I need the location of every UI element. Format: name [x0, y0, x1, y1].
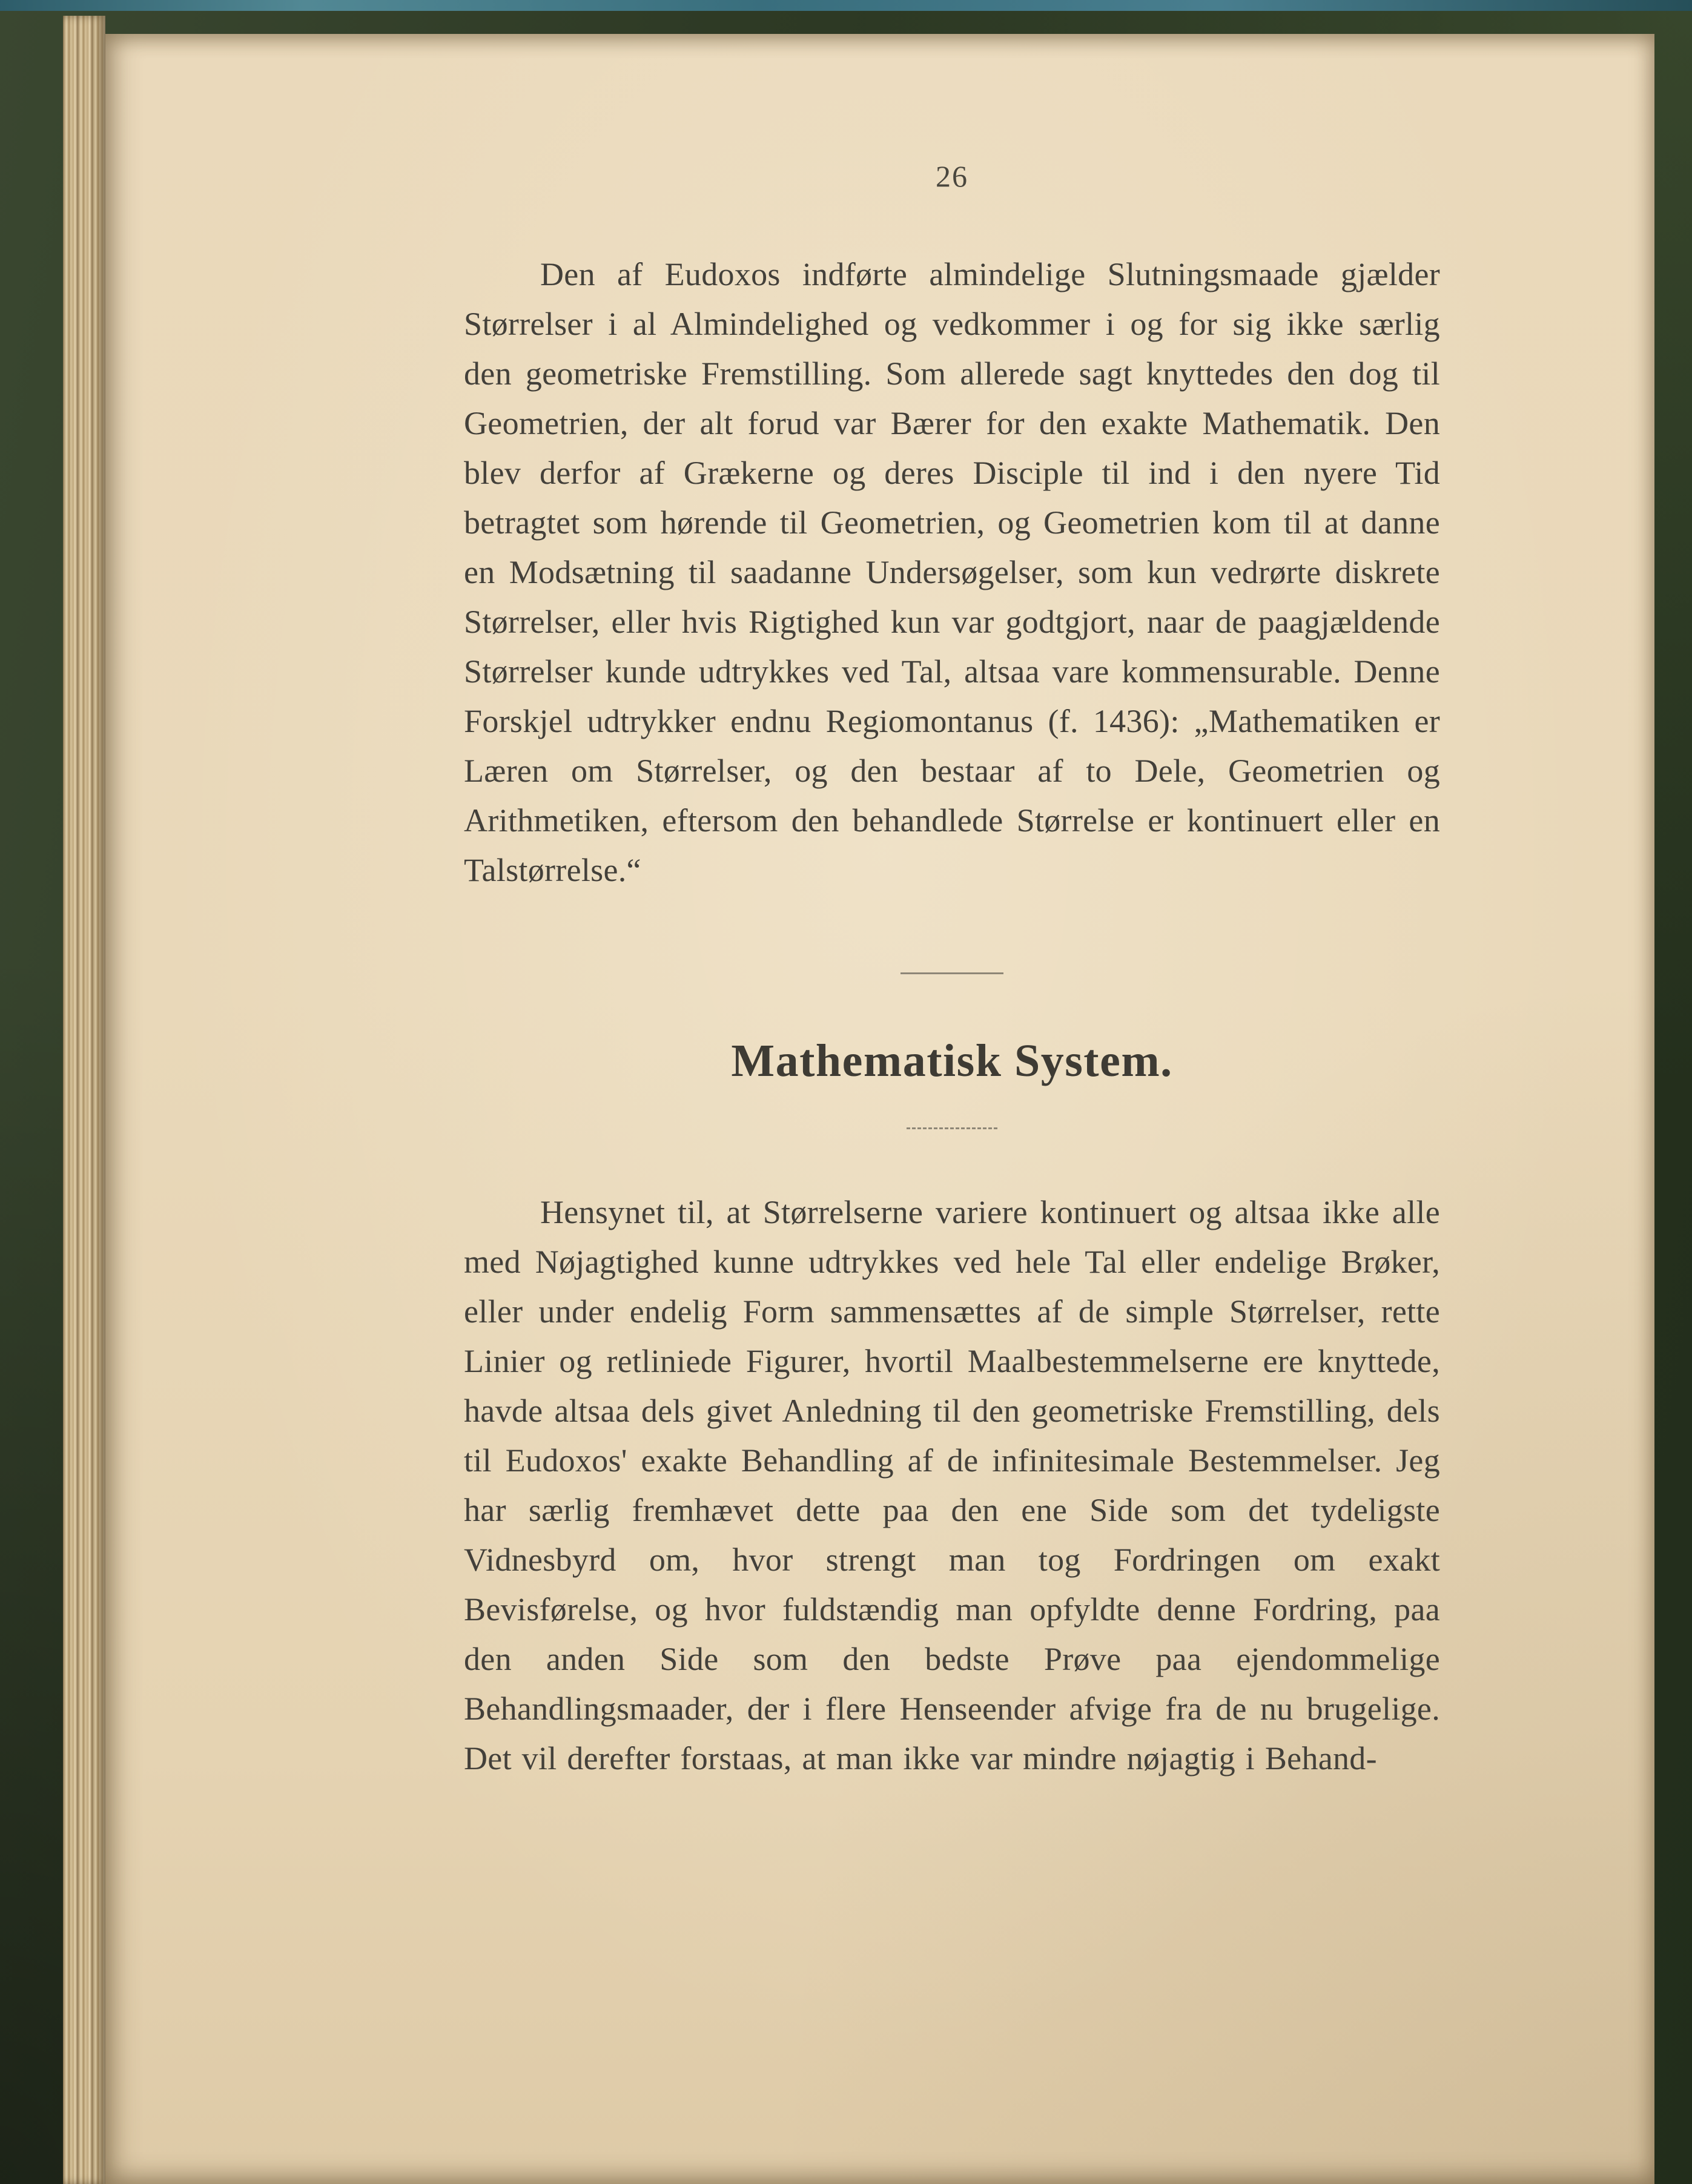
paragraph-mathematisk-system: Hensynet til, at Størrelserne variere kontinuert og altsaa ikke alle med Nøjagtighed kunne udtrykkes ved hele Tal eller endelige Brøker, eller under endelig Form sammensættes af de simple Størrelser, rette Linier og retliniede Figurer, hvortil Maalbestemmelserne ere knyttede, havde altsaa dels givet Anledning til den geometriske Fremstilling, dels til Eudoxos' exakte Behandling af de infinitesimale Bestemmelser. Jeg har særlig fremhævet dette paa den ene Side som det tydeligste Vidnesbyrd om, hvor strengt man tog Fordringen om exakt Bevisførelse, og hvor fuldstændig man opfyldte denne Fordring, paa den anden Side som den bedste Prøve paa ejendommelige Behandlingsmaader, der i flere Henseender afvige fra de nu brugelige. Det vil derefter forstaas, at man ikke var mindre nøjagtig i Behand- — [464, 1194, 1440, 1777]
section-heading: Mathematisk System. — [731, 1035, 1173, 1086]
book-page — [105, 34, 1654, 2184]
page-content — [464, 34, 1440, 1783]
section-divider-top — [901, 972, 1003, 974]
section-divider-bottom — [907, 1127, 997, 1129]
page-number: 26 — [936, 159, 968, 193]
stacked-page-edges — [63, 16, 105, 2184]
cover-top-band — [0, 0, 1692, 11]
paragraph-eudoxos: Den af Eudoxos indførte almindelige Slutningsmaade gjælder Størrelser i al Almindelighed og vedkommer i og for sig ikke særlig den geometriske Fremstilling. Som allerede sagt knyttedes den dog til Geometrien, der alt forud var Bærer for den exakte Mathematik. Den blev derfor af Grækerne og deres Disciple til ind i den nyere Tid betragtet som hørende til Geometrien, og Geometrien kom til at danne en Modsætning til saadanne Undersøgelser, som kun vedrørte diskrete Størrelser, eller hvis Rigtighed kun var godtgjort, naar de paagjældende Størrelser kunde udtrykkes ved Tal, altsaa vare kommensurable. Denne Forskjel udtrykker endnu Regiomontanus (f. 1436): „Mathematiken er Læren om Størrelser, og den bestaar af to Dele, Geometrien og Arithmetiken, eftersom den behandlede Størrelse er kontinuert eller en Talstørrelse.“ — [464, 256, 1440, 888]
